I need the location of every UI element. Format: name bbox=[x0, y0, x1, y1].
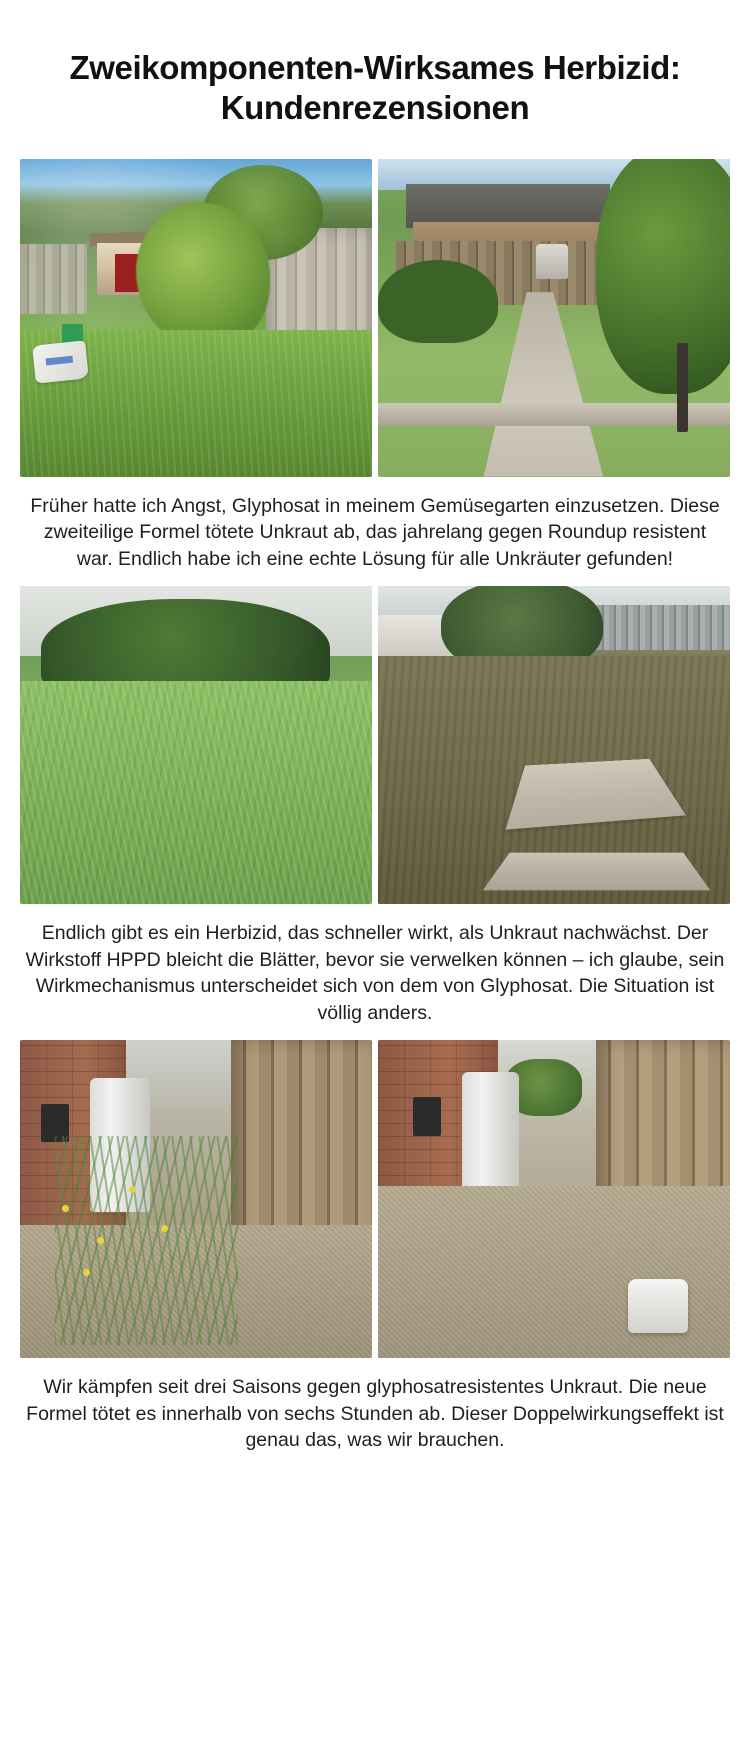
weed-flower-decor bbox=[161, 1225, 168, 1232]
rubble-bag-decor bbox=[32, 340, 88, 383]
before-photo-1 bbox=[20, 159, 372, 477]
path-decor bbox=[484, 292, 604, 476]
review-text-2: Endlich gibt es ein Herbizid, das schneller wirkt, als Unkraut nachwächst. Der Wirkstoff HPPD bleicht die Blätter, bevor sie verwelken können – ich glaube, sein Wirkmechanismus unterscheidet sich von dem von Glyphosat. Die Situation ist völlig anders. bbox=[25, 922, 725, 1024]
before-photo-3 bbox=[20, 1040, 372, 1358]
long-grass-decor bbox=[20, 681, 372, 904]
after-photo-2 bbox=[378, 586, 730, 904]
post-decor bbox=[677, 343, 688, 432]
image-pair-3 bbox=[0, 1040, 750, 1358]
image-pair-1 bbox=[0, 159, 750, 477]
meter-box-decor bbox=[413, 1097, 441, 1135]
bin-decor bbox=[536, 244, 568, 279]
page-title: Zweikomponenten-Wirksames Herbizid: Kundenrezensionen bbox=[69, 49, 681, 127]
bush-decor bbox=[136, 203, 270, 349]
after-photo-1 bbox=[378, 159, 730, 477]
after-photo-3 bbox=[378, 1040, 730, 1358]
chemical-jug-decor bbox=[628, 1279, 688, 1333]
review-section-3 bbox=[0, 1040, 750, 1468]
review-text-1: Früher hatte ich Angst, Glyphosat in meinem Gemüsegarten einzusetzen. Diese zweiteilige Formel tötete Unkraut ab, das jahrelang gegen Roundup resistent war. Endlich habe ich eine echte Lösung für alle Unkräuter gefunden! bbox=[30, 494, 720, 570]
image-pair-2 bbox=[0, 586, 750, 904]
fence-left-decor bbox=[20, 244, 87, 314]
review-section-2 bbox=[0, 586, 750, 1040]
shrub-decor bbox=[378, 260, 498, 343]
weeds-decor bbox=[55, 1136, 238, 1346]
tree-decor bbox=[596, 159, 730, 394]
review-section-1 bbox=[0, 159, 750, 587]
review-text-3: Wir kämpfen seit drei Saisons gegen glyphosatresistentes Unkraut. Die neue Formel tötet es innerhalb von sechs Stunden ab. Dieser Doppelwirkungseffekt ist genau das, was wir brauchen. bbox=[26, 1376, 724, 1452]
before-photo-2 bbox=[20, 586, 372, 904]
